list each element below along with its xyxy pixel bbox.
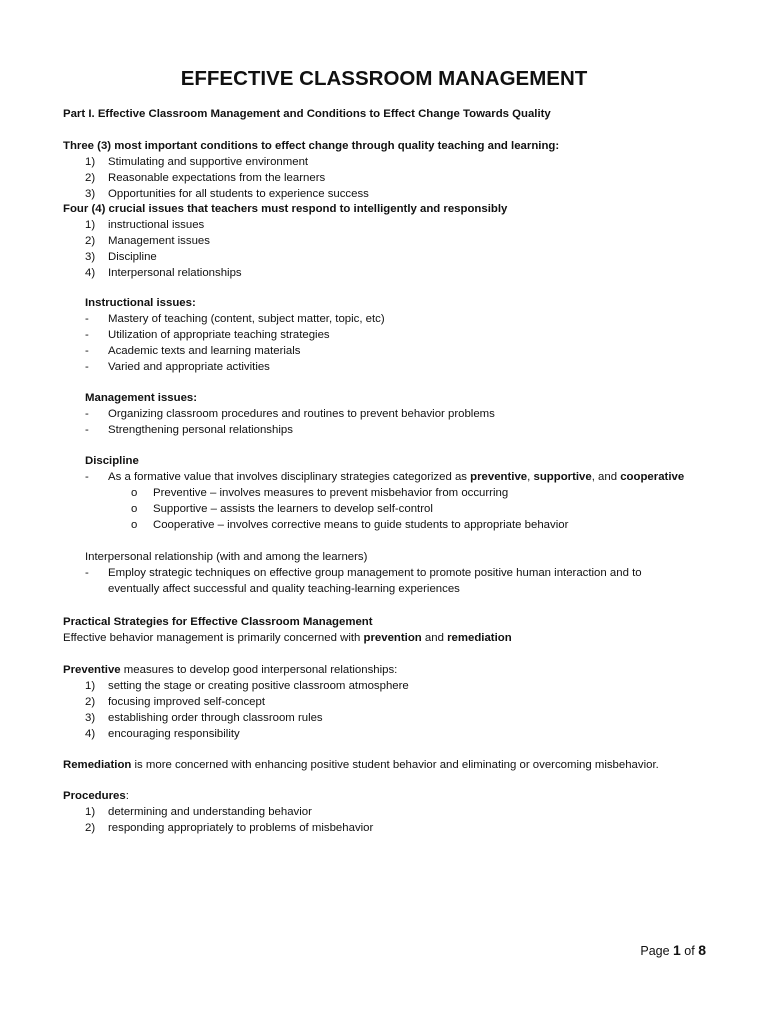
section-heading: Practical Strategies for Effective Classroom Management bbox=[63, 616, 373, 628]
list-item: 1) instructional issues bbox=[85, 219, 205, 231]
interpersonal-section bbox=[63, 549, 713, 597]
list-item: 4) encouraging responsibility bbox=[85, 728, 240, 740]
list-item: 2) responding appropriately to problems of misbehavior bbox=[85, 822, 374, 834]
list-item: 3) Discipline bbox=[85, 251, 157, 263]
list-item: - Strengthening personal relationships bbox=[85, 424, 293, 436]
paragraph: Procedures: bbox=[63, 790, 129, 802]
sub-list-item: o Cooperative – involves corrective means to guide students to appropriate behavior bbox=[131, 519, 569, 531]
list-item: - Organizing classroom procedures and routines to prevent behavior problems bbox=[85, 408, 495, 420]
list-item: 1) determining and understanding behavior bbox=[85, 806, 312, 818]
list-item: 2) Management issues bbox=[85, 235, 210, 247]
list-item: - Academic texts and learning materials bbox=[85, 345, 301, 357]
paragraph: Effective behavior management is primarily concerned with prevention and remediation bbox=[63, 632, 512, 644]
page-title: EFFECTIVE CLASSROOM MANAGEMENT bbox=[180, 67, 588, 90]
list-item: 1) setting the stage or creating positive classroom atmosphere bbox=[85, 680, 409, 692]
three-conditions-section bbox=[63, 138, 713, 202]
list-item: - Employ strategic techniques on effective group management to promote positive human interaction and to eventually affect successful and quality teaching-learning experiences bbox=[85, 567, 642, 595]
subsection-heading: Discipline bbox=[85, 455, 139, 467]
sub-list-item: o Preventive – involves measures to prevent misbehavior from occurring bbox=[131, 487, 509, 499]
list-item: - Mastery of teaching (content, subject matter, topic, etc) bbox=[85, 313, 385, 325]
paragraph: Preventive measures to develop good interpersonal relationships: bbox=[63, 664, 398, 676]
sub-list-item: o Supportive – assists the learners to develop self-control bbox=[131, 503, 433, 515]
list-item: - Utilization of appropriate teaching strategies bbox=[85, 329, 330, 341]
four-issues-section bbox=[63, 201, 713, 281]
remediation-paragraph: Remediation is more concerned with enhancing positive student behavior and eliminating or overcoming misbehavior. bbox=[63, 759, 659, 771]
list-item: - Varied and appropriate activities bbox=[85, 361, 270, 373]
list-item: 1) Stimulating and supportive environment bbox=[85, 156, 309, 168]
preventive-section bbox=[63, 662, 713, 742]
part-heading: Part I. Effective Classroom Management and Conditions to Effect Change Towards Quality bbox=[63, 108, 551, 120]
subsection-heading: Management issues: bbox=[85, 392, 198, 404]
list-item: 2) Reasonable expectations from the learners bbox=[85, 172, 326, 184]
procedures-section bbox=[63, 788, 713, 836]
section-heading: Three (3) most important conditions to effect change through quality teaching and learning: bbox=[63, 140, 560, 152]
practical-strategies-section bbox=[63, 614, 713, 646]
list-item: 3) establishing order through classroom rules bbox=[85, 712, 323, 724]
management-issues-section bbox=[63, 390, 713, 438]
page-number: Page 1 of 8 bbox=[640, 942, 706, 958]
discipline-section bbox=[63, 453, 713, 533]
section-heading: Four (4) crucial issues that teachers must respond to intelligently and responsibly bbox=[63, 203, 508, 215]
list-item: - As a formative value that involves disciplinary strategies categorized as preventive, supportive, and cooperative bbox=[85, 471, 685, 483]
list-item: 2) focusing improved self-concept bbox=[85, 696, 266, 708]
list-item: 3) Opportunities for all students to experience success bbox=[85, 188, 369, 200]
list-item: 4) Interpersonal relationships bbox=[85, 267, 242, 279]
instructional-issues-section bbox=[63, 295, 713, 375]
subsection-heading: Instructional issues: bbox=[85, 297, 196, 309]
subsection-heading: Interpersonal relationship (with and among the learners) bbox=[85, 551, 368, 563]
